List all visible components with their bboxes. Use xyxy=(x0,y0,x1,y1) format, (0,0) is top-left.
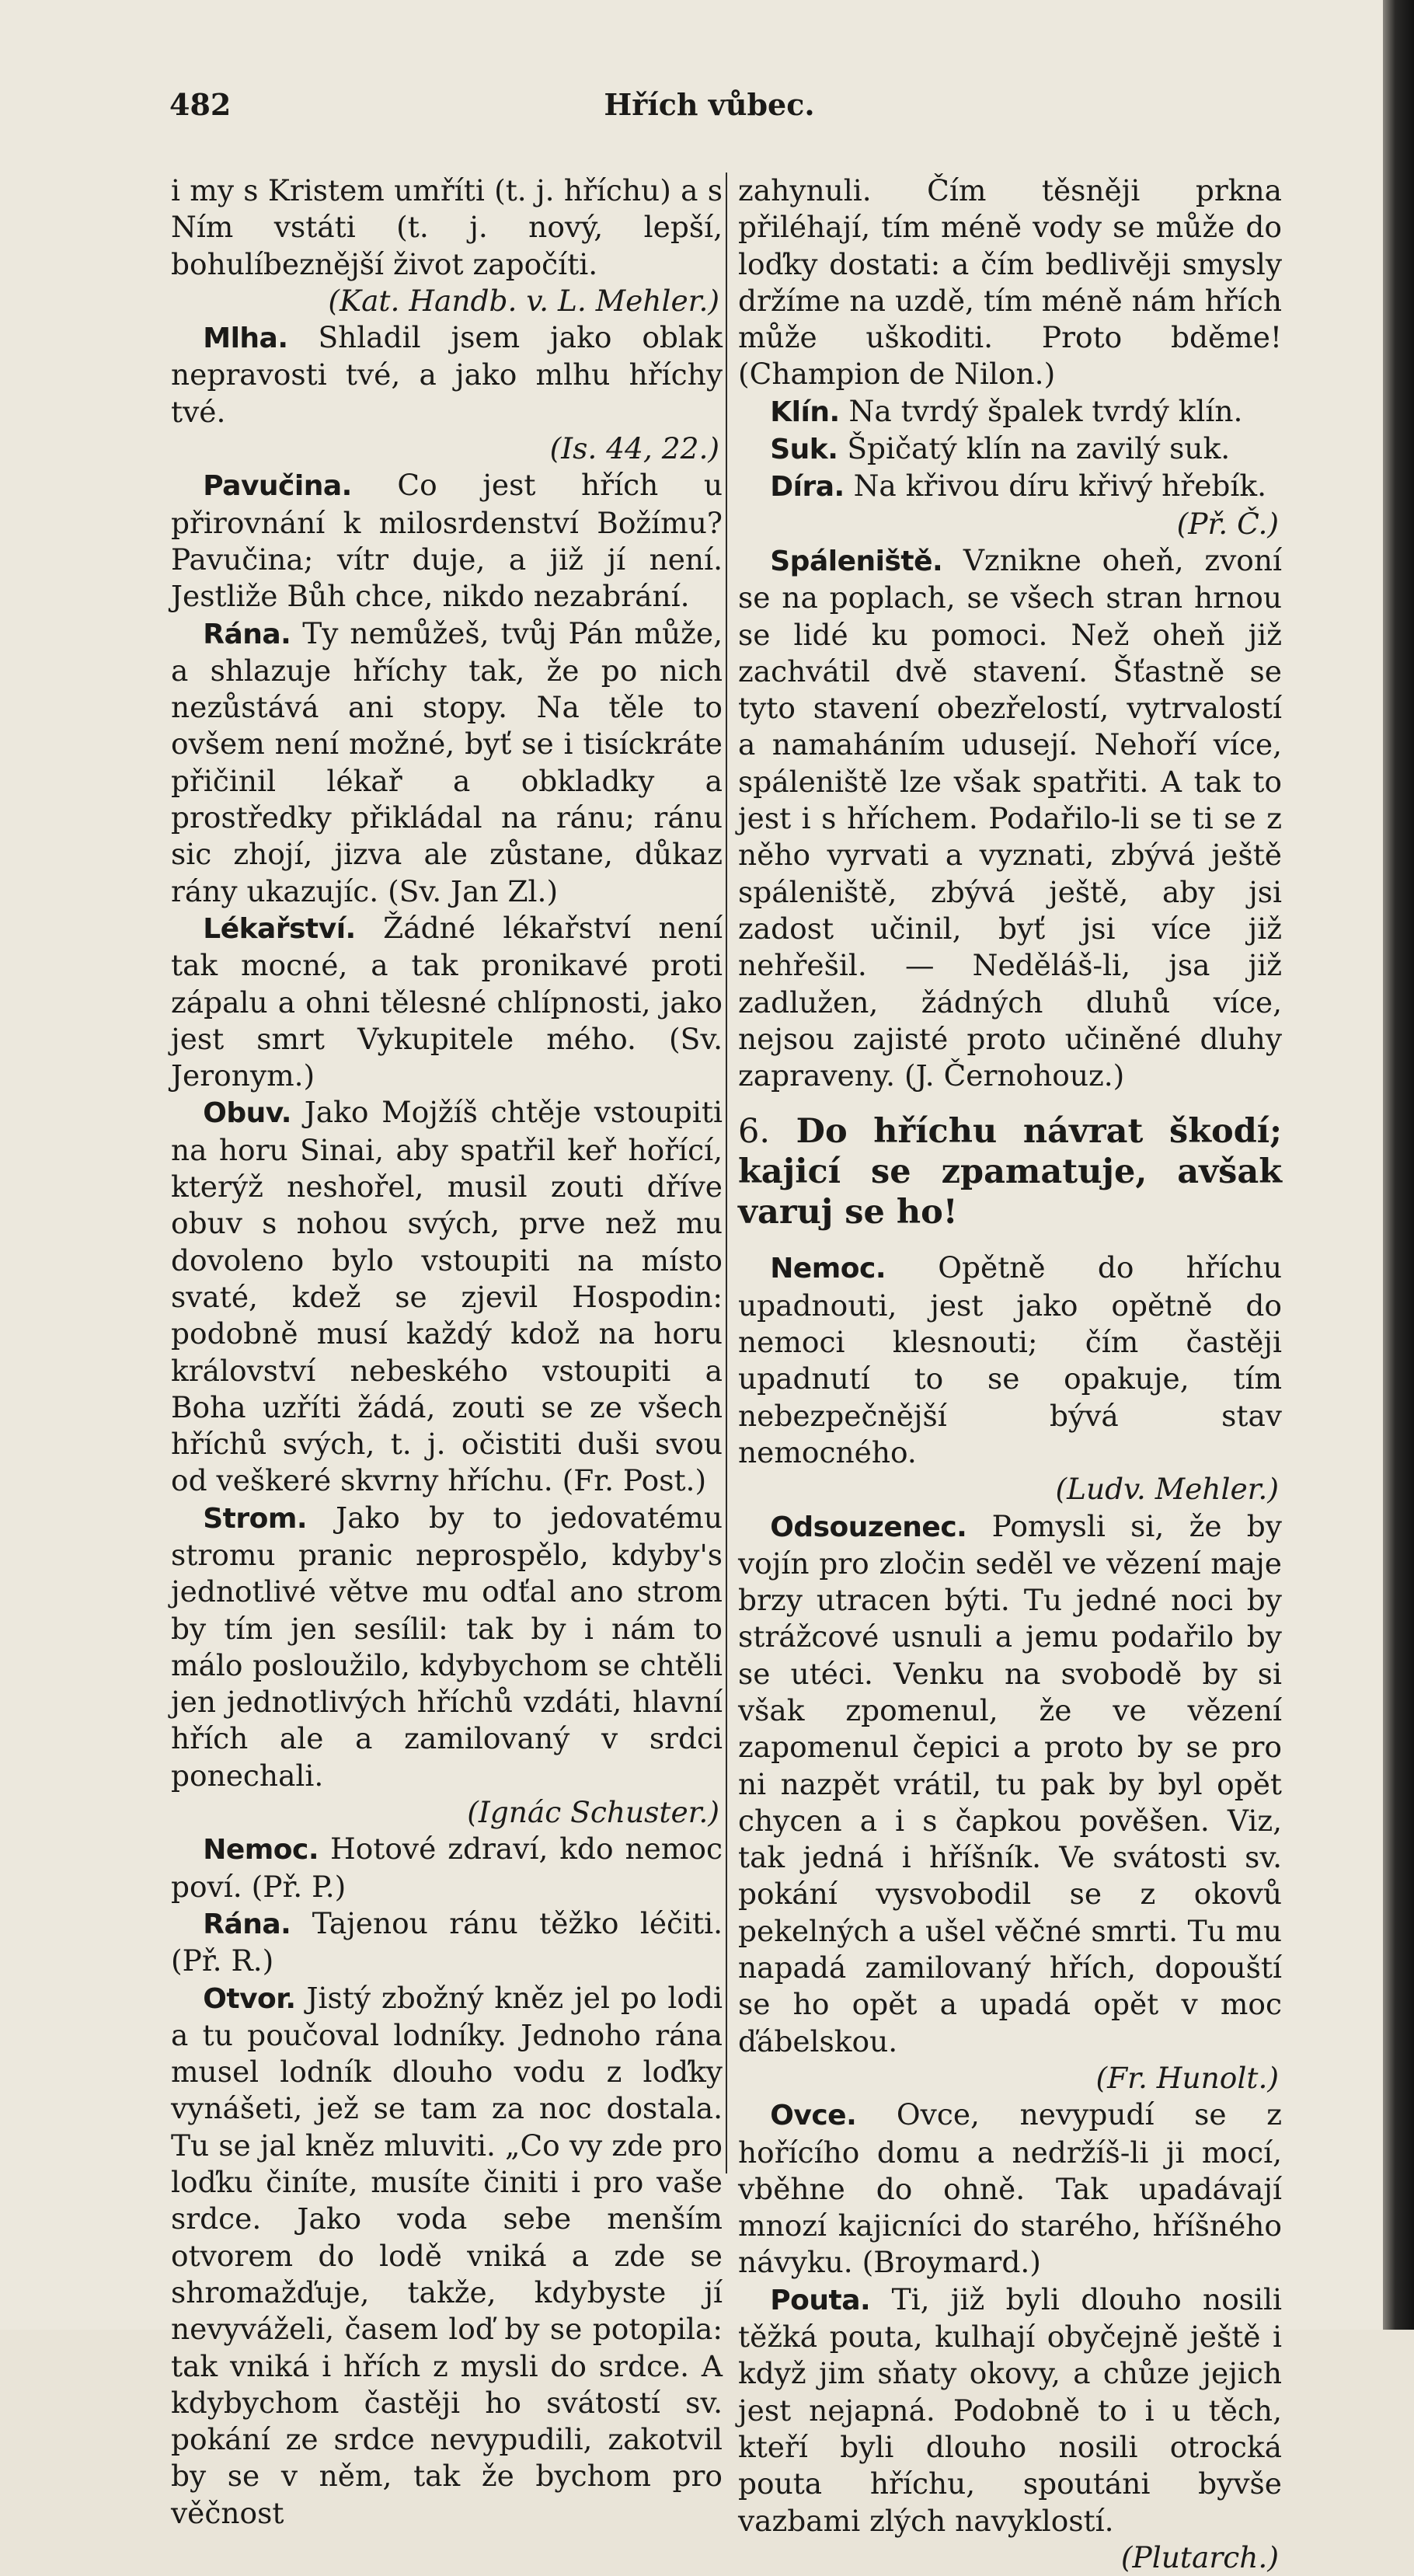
entry-heading: Suk. xyxy=(770,434,838,466)
column-divider xyxy=(726,173,727,2173)
entry-text: Co jest hřích u přirovnání k milosrdenství Božímu? Pavučina; vítr duje, a již jí není. Jestliže Bůh chce, nikdo nezabrání. xyxy=(171,468,723,614)
entry-text: Jako by to jedovatému stromu pranic neprospělo, kdyby's jednotlivé větve mu odťal ano strom by tím jen sesílil: tak by i nám to málo posloužilo, kdybychom se chtěli jen jednotlivých hříchů vzdáti, hlavní hřích ale a zamilovaný v srdci ponechali. xyxy=(171,1500,723,1793)
entry-heading: Odsouzenec. xyxy=(770,1511,967,1543)
entry-heading: Rána. xyxy=(203,618,291,650)
page-edge-shadow xyxy=(1383,0,1414,2330)
entry-heading: Ovce. xyxy=(770,2100,857,2132)
entry-text: Shladil jsem jako oblak nepravosti tvé, a jako mlhu hříchy tvé. xyxy=(171,320,723,429)
entry xyxy=(738,393,1282,430)
entry xyxy=(738,468,1282,505)
entry-text: Vznikne oheň, zvoní se na poplach, se všech stran hrnou se lidé ku pomoci. Než oheň již zachvátil dvě stavení. Šťastně se tyto stavení obezřelostí, vytrvalostí a namaháním udusejí. Nehoří více, spáleniště lze však spatřiti. A tak to jest i s hříchem. Podařilo-li se ti se z něho vyrvati a vyznati, zbývá ještě spáleniště, zbývá ještě, aby jsi zadost učinil, byť jsi více již nehřešil. — Neděláš-li, jsa již zadlužen, žádných dluhů více, nejsou zajisté proto učiněné dluhy zapraveny. (J. Černohouz.) xyxy=(738,542,1282,1093)
entry xyxy=(171,1094,723,1499)
entry-heading: Rána. xyxy=(203,1908,291,1940)
entry-text: Špičatý klín na zavilý suk. xyxy=(838,431,1231,466)
entry-text: Jako Mojžíš chtěje vstoupiti na horu Sinai, aby spatřil keř hořící, kterýž neshořel, musil zouti dříve obuv s nohou svých, prve než mu dovoleno bylo vstoupiti na místo svaté, kdež se zjevil Hospodin: podobně musí každý kdož na horu království nebeského vstoupiti a Boha uzříti žádá, zouti se ze všech hříchů svých, t. j. očistiti duši svou od veškeré skvrny hříchu. (Fr. Post.) xyxy=(171,1095,723,1498)
entry-heading: Pouta. xyxy=(770,2284,871,2316)
entry xyxy=(171,1500,723,1794)
entry xyxy=(738,2097,1282,2281)
entry xyxy=(171,910,723,1094)
entry xyxy=(171,615,723,910)
entry-text: Na křivou díru křivý hřebík. xyxy=(844,469,1267,504)
entry-text: Jistý zbožný kněz jel po lodi a tu poučoval lodníky. Jednoho rána musel lodník dlouho vodu z loďky vynášeti, jež se tam za noc dostala. Tu se jal kněz mluviti. „Co vy zde pro loďku činíte, musíte činiti i pro vaše srdce. Jako voda sebe menším otvorem do lodě vniká a zde se shromažďuje, takže, kdybyste jí nevyváželi, časem loď by se potopila: tak vniká i hřích z mysli do srdce. A kdybychom častěji ho svátostí sv. pokání ze srdce nevypudili, zakotvil by se v něm, tak že bychom pro věčnost xyxy=(171,1980,723,2530)
source-citation: (Is. 44, 22.) xyxy=(549,431,719,466)
entry-text: Na tvrdý špalek tvrdý klín. xyxy=(839,393,1243,428)
right-column xyxy=(738,173,1282,2576)
entry-text: Hotové zdraví, kdo nemoc poví. (Př. P.) xyxy=(171,1832,723,1904)
entry xyxy=(171,1831,723,1905)
paragraph: i my s Kristem umříti (t. j. hříchu) a s Ním vstáti (t. j. nový, lepší, bohulíbeznější život započíti. xyxy=(171,173,723,281)
entry xyxy=(171,319,723,430)
entry-heading: Nemoc. xyxy=(203,1834,319,1867)
entry xyxy=(171,1905,723,1980)
entry-heading: Strom. xyxy=(203,1502,308,1535)
entry-text: Žádné lékařství není tak mocné, a tak pronikavé proti zápalu a ohni tělesné chlípnosti, jako jest smrt Vykupitele mého. (Sv. Jeronym.) xyxy=(171,910,723,1093)
entry-heading: Klín. xyxy=(770,396,840,428)
source-citation: (Př. Č.) xyxy=(1176,506,1279,541)
source-citation: (Plutarch.) xyxy=(1120,2539,1279,2574)
source-citation: (Fr. Hunolt.) xyxy=(1095,2060,1279,2095)
left-column xyxy=(171,173,723,2532)
entry xyxy=(738,1250,1282,1471)
entry-heading: Otvor. xyxy=(203,1982,296,2015)
entry-text: Tajenou ránu těžko léčiti. (Př. R.) xyxy=(171,1905,723,1978)
entry-text: Ti, již byli dlouho nosili těžká pouta, kulhají obyčejně ještě i když jim sňaty okovy, a chůze jejich jest nejapná. Podobně to i u těch, kteří byli dlouho nosili otrocká pouta hříchu, spoutáni byvše vazbami zlých navyklostí. xyxy=(738,2281,1282,2538)
entry-heading: Spáleniště. xyxy=(770,545,943,577)
entry-text: Ovce, nevypudí se z hořícího domu a nedržíš-li ji mocí, vběhne do ohně. Tak upadávají mnozí kajicníci do starého, hříšného návyku. (Broymard.) xyxy=(738,2097,1282,2280)
entry xyxy=(171,1980,723,2532)
paragraph: zahynuli. Čím těsněji prkna přiléhají, tím méně vody se může do loďky dostati: a čím bedlivěji smysly držíme na uzdě, tím méně nám hřích může uškoditi. Proto bděme! (Champion de Nilon.) xyxy=(738,173,1282,392)
running-title: Hřích vůbec. xyxy=(604,87,815,122)
entry xyxy=(738,2281,1282,2539)
page-header xyxy=(169,87,1249,134)
entry xyxy=(738,542,1282,1094)
section-title xyxy=(738,1111,1282,1232)
entry-heading: Obuv. xyxy=(203,1097,291,1130)
entry-heading: Lékařství. xyxy=(203,912,356,945)
entry xyxy=(738,1508,1282,2060)
entry-heading: Mlha. xyxy=(203,322,288,355)
source-citation: (Kat. Handb. v. L. Mehler.) xyxy=(328,283,719,318)
source-citation: (Ignác Schuster.) xyxy=(467,1795,719,1830)
entry-heading: Nemoc. xyxy=(770,1253,886,1285)
section-text: Do hříchu návrat škodí; kajicí se zpamatuje, avšak varuj se ho! xyxy=(738,1112,1282,1232)
entry xyxy=(738,430,1282,468)
entry-text: Pomysli si, že by vojín pro zločin seděl ve vězení maje brzy utracen býti. Tu jedné noci by strážcové usnuli a jemu podařilo by se utéci. Venku na svobodě by si však zpomenul, že ve vězení zapomenul čepici a proto by se pro ni nazpět vrátil, tu pak by byl opět chycen a i s čapkou pověšen. Viz, tak jedná i hříšník. Ve svátosti sv. pokání vysvobodil se z okovů pekelných a ušel věčné smrti. Tu mu napadá zamilovaný hřích, dopouští se ho opět a upadá opět v moc ďábelskou. xyxy=(738,1508,1282,2058)
entry-heading: Díra. xyxy=(770,471,845,504)
entry xyxy=(171,467,723,615)
entry-heading: Pavučina. xyxy=(203,470,352,503)
entry-text: Opětně do hříchu upadnouti, jest jako opětně do nemoci klesnouti; čím častěji upadnutí to se opakuje, tím nebezpečnější bývá stav nemocného. xyxy=(738,1250,1282,1469)
section-number: 6. xyxy=(738,1112,771,1152)
source-citation: (Ludv. Mehler.) xyxy=(1055,1472,1279,1507)
entry-text: Ty nemůžeš, tvůj Pán může, a shlazuje hříchy tak, že po nich nezůstává ani stopy. Na těle to ovšem není možné, byť se i tisíckráte přičinil lékař a obkladky a prostředky přikládal na ránu; ránu sic zhojí, jizva ale zůstane, důkaz rány ukazujíc. (Sv. Jan Zl.) xyxy=(171,615,723,908)
page-number: 482 xyxy=(169,87,232,122)
